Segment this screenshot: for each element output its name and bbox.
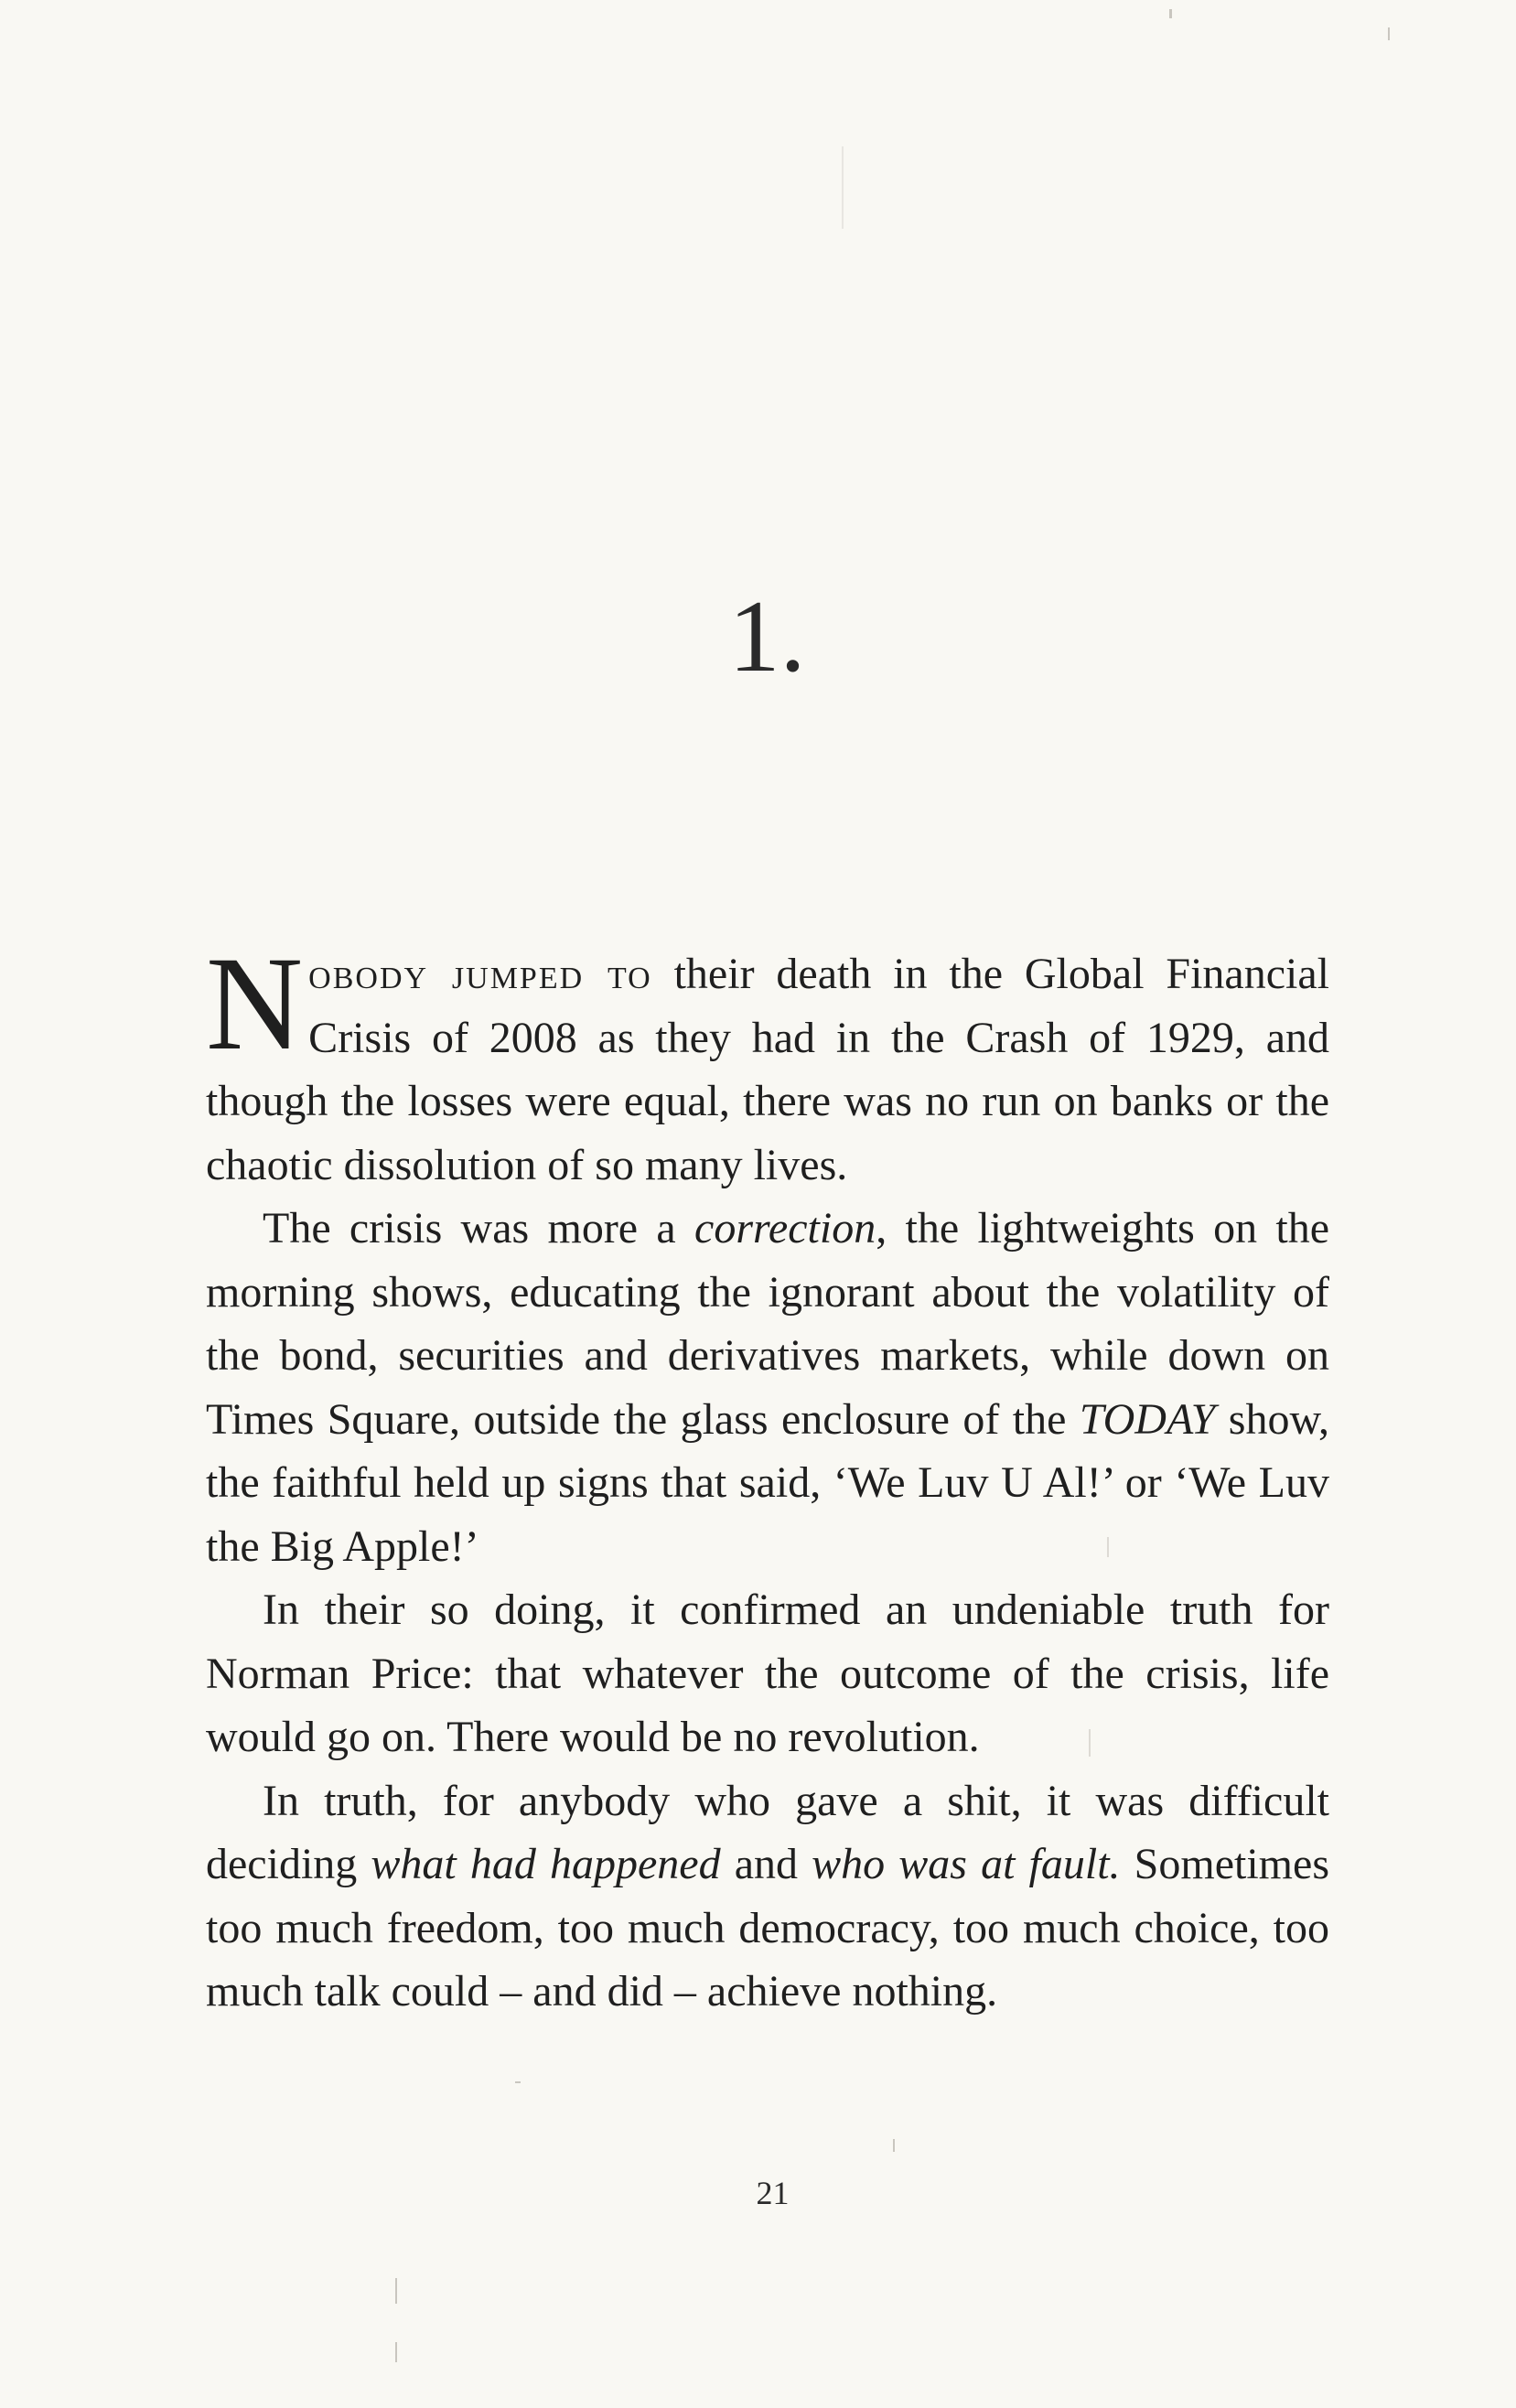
paragraph-2-text-b: , the lightweights on the morning shows, educating the ignorant about the volatility of the bond, securities and derivatives markets, while down on Times Square, outside the glass enclosure of the [206, 1204, 1330, 1444]
drop-cap: N [206, 929, 304, 1078]
chapter-number: 1. [728, 580, 806, 693]
chapter-body [206, 929, 1330, 2024]
paragraph-3-text: In their so doing, it confirmed an undeniable truth for Norman Price: that whatever the outcome of the crisis, life would go on. There would be no revolution. [206, 1586, 1329, 1761]
paragraph-1 [206, 929, 1329, 1197]
scan-speck [515, 2081, 521, 2083]
paragraph-4-italic-a: what had happened [371, 1840, 721, 1888]
paragraph-2-italic-a: correction [694, 1204, 876, 1252]
paragraph-2 [206, 1197, 1329, 1578]
paragraph-4-text-a: In truth, for anybody who gave a shit, it was difficult deciding [206, 1776, 1329, 1888]
paragraph-4 [206, 1769, 1329, 2024]
paragraph-2-text-a: The crisis was more a [263, 1204, 695, 1252]
paragraph-4-text-c: Sometimes too much freedom, too much democracy, too much choice, too much talk could – and did – achieve nothing. [206, 1840, 1330, 2016]
paragraph-4-italic-b: who was at fault. [812, 1840, 1121, 1888]
scan-speck [395, 2342, 397, 2362]
scan-speck [1388, 27, 1390, 40]
scan-speck [893, 2139, 895, 2152]
paragraph-1-text: their death in the Global Financial Crisis of 2008 as they had in the Crash of 1929, and though the losses were equal, there was no run on banks or the chaotic dissolution of so many lives. [206, 950, 1329, 1189]
opening-small-caps: obody jumped to [308, 950, 652, 998]
paragraph-2-text-c: show, the faithful held up signs that said, ‘We Luv U Al!’ or ‘We Luv the Big Apple!’ [206, 1394, 1329, 1571]
page-number: 21 [756, 2175, 790, 2211]
paragraph-4-text-b: and [720, 1840, 812, 1888]
scan-speck [1169, 9, 1172, 18]
scan-speck [395, 2278, 397, 2304]
scan-speck [842, 146, 844, 229]
scan-speck [1107, 1537, 1109, 1557]
paragraph-3 [206, 1578, 1329, 1769]
paragraph-2-italic-b: TODAY [1079, 1394, 1216, 1444]
scan-speck [1089, 1729, 1091, 1757]
